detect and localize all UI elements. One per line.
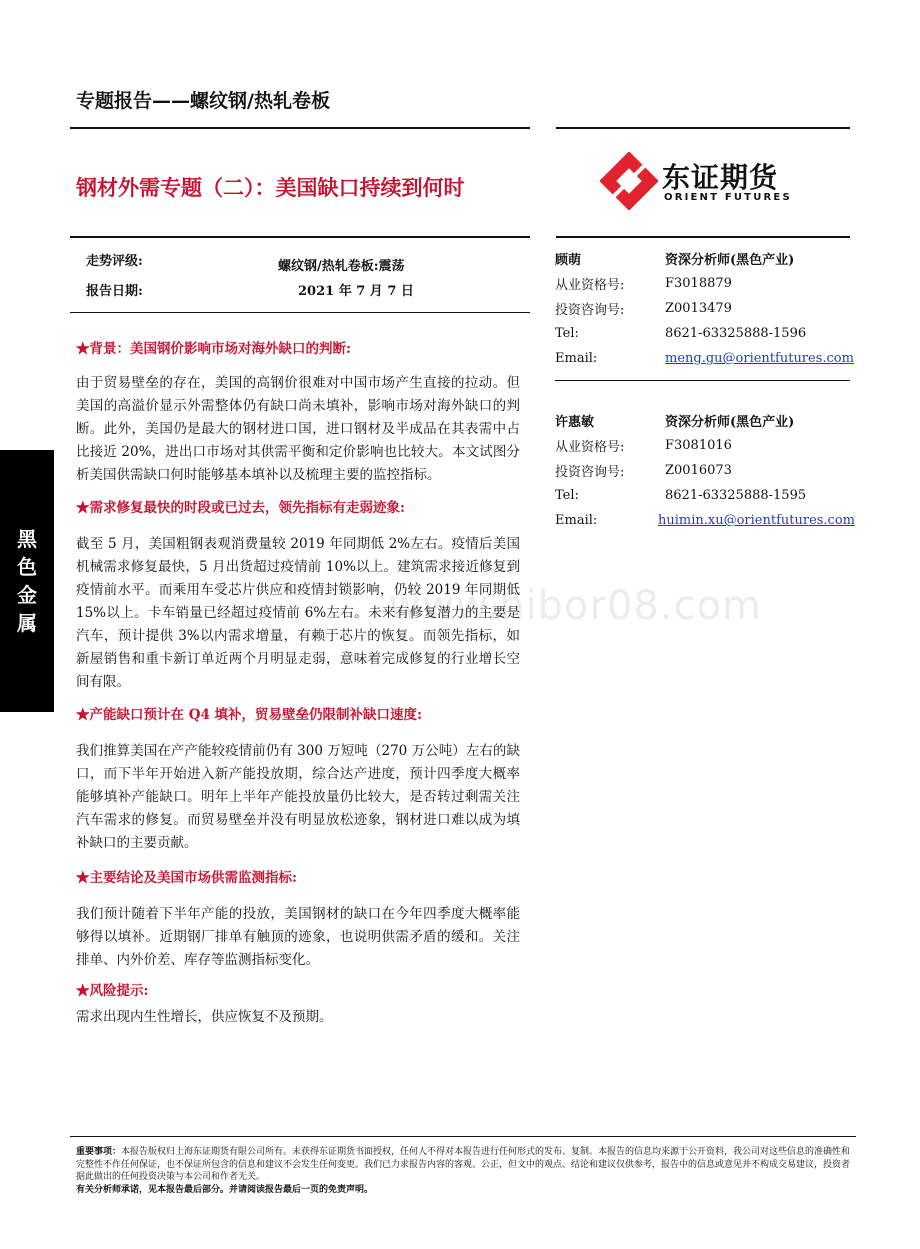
section-heading: ★主要结论及美国市场供需监测指标:: [76, 870, 297, 886]
rating-label: 走势评级:: [86, 254, 143, 269]
analyst-name: 许惠敏: [555, 415, 595, 430]
company-logo: [600, 150, 810, 212]
analyst-title: 资深分析师(黑色产业): [665, 415, 795, 430]
report-type: 专题报告——螺纹钢/热轧卷板: [76, 90, 330, 112]
qual-number: F3018879: [665, 276, 732, 291]
consult-number: Z0013479: [665, 301, 732, 316]
tel-number: 8621-63325888-1596: [665, 326, 807, 341]
analyst-name: 顾萌: [555, 253, 582, 268]
side-tab-char: 属: [17, 611, 37, 635]
tel-label: Tel:: [555, 326, 579, 341]
watermark: www.hibor08.com: [388, 583, 763, 629]
rating-value: 螺纹钢/热轧卷板:震荡: [278, 259, 405, 274]
email-label: Email:: [555, 351, 598, 366]
analyst-card: [555, 246, 855, 371]
logo-mark-icon: [600, 152, 658, 210]
category-side-tab: [0, 450, 54, 712]
logo-name-en: ORIENT FUTURES: [664, 192, 792, 203]
analyst-card: [555, 408, 855, 533]
consult-number: Z0016073: [665, 463, 732, 478]
disclaimer-text: 本报告版权归上海东证期货有限公司所有。未获得东证期货书面授权，任何人不得对本报告进行任何形式的发布、复制。本报告的信息均来源于公开资料，我公司对这些信息的准确性和完整性不作任何保证，也不保证所包含的信息和建议不会发生任何变更。我们已力求报告内容的客观、公正，但文中的观点、结论和建议仅供参考，报告中的信息或意见并不构成交易建议，投资者据此做出的任何投资决策与本公司和作者无关。: [76, 1147, 851, 1182]
disclaimer-label: 重要事项：: [76, 1147, 122, 1157]
header-rule-left: [70, 127, 530, 129]
side-tab-char: 黑: [17, 527, 37, 551]
section-heading: ★产能缺口预计在 Q4 填补，贸易壁垒仍限制补缺口速度:: [76, 707, 423, 723]
footer-rule: [70, 1136, 856, 1137]
meta-rule-left: [70, 236, 530, 238]
qual-number: F3081016: [665, 438, 732, 453]
section-body: 我们预计随着下半年产能的投放，美国钢材的缺口在今年四季度大概率能够得以填补。近期钢厂排单有触顶的迹象，也说明供需矛盾的缓和。关注排单、内外价差、库存等监测指标变化。: [76, 906, 520, 968]
section-body: 由于贸易壁垒的存在，美国的高钢价很难对中国市场产生直接的拉动。但美国的高溢价显示外需整体仍有缺口尚未填补，影响市场对海外缺口的判断。此外，美国仍是最大的钢材进口国，进口钢材及半成品在其表需中占比接近 20%，进出口市场对其供需平衡和定价影响也比较大。本文试图分析美国供需缺口何时能够基本填补以及梳理主要的监控指标。: [76, 375, 520, 483]
report-title: 钢材外需专题（二）：美国缺口持续到何时: [76, 176, 465, 200]
summary-column: [76, 338, 520, 1029]
disclaimer-footer: 有关分析师承诺，见本报告最后部分。并请阅读报告最后一页的免责声明。: [76, 1184, 374, 1195]
header-rule-right: [556, 127, 850, 129]
email-label: Email:: [555, 513, 598, 528]
section-body: 截至 5 月，美国粗钢表观消费量较 2019 年同期低 2%左右。疫情后美国机械需求修复最快，5 月出货超过疫情前 10%以上。建筑需求接近修复到疫情前水平。而乘用车受芯片供应和疫情封锁影响，仍较 2019 年同期低 15%以上。卡车销量已经超过疫情前 6%左右。未来有修复潜力的主要是汽车，预计提供 3%以内需求增量，有赖于芯片的恢复。而领先指标，如新屋销售和重卡新订单近两个月明显走弱，意味着完成修复的行业增长空间有限。: [76, 536, 520, 690]
qual-label: 从业资格号:: [555, 278, 625, 293]
tel-label: Tel:: [555, 488, 579, 503]
consult-label: 投资咨询号:: [555, 303, 625, 318]
date-label: 报告日期:: [86, 284, 143, 299]
section-body: 需求出现内生性增长，供应恢复不及预期。: [76, 1009, 333, 1025]
section-heading: ★背景：美国钢价影响市场对海外缺口的判断:: [76, 341, 351, 357]
disclaimer: [76, 1146, 856, 1196]
analyst-title: 资深分析师(黑色产业): [665, 253, 795, 268]
email-link[interactable]: meng.gu@orientfutures.com: [665, 351, 854, 366]
side-tab-char: 金: [17, 583, 37, 607]
email-link[interactable]: huimin.xu@orientfutures.com: [657, 513, 855, 528]
meta-rule-right: [556, 236, 850, 238]
tel-number: 8621-63325888-1595: [665, 488, 807, 503]
side-tab-char: 色: [17, 555, 37, 579]
meta-divider: [70, 312, 530, 313]
consult-label: 投资咨询号:: [555, 465, 625, 480]
date-value: 2021 年 7 月 7 日: [298, 284, 414, 299]
section-body: 我们推算美国在产产能较疫情前仍有 300 万短吨（270 万公吨）左右的缺口，而下半年开始进入新产能投放期，综合达产进度，预计四季度大概率能够填补产能缺口。明年上半年产能投放量仍比较大，是否转过剩需关注汽车需求的修复。而贸易壁垒并没有明显放松迹象，钢材进口难以成为填补缺口的主要贡献。: [76, 743, 520, 851]
logo-name-cn: 东证期货: [662, 161, 779, 194]
analyst-divider: [555, 380, 850, 381]
qual-label: 从业资格号:: [555, 440, 625, 455]
section-heading: ★风险提示:: [76, 983, 149, 999]
section-heading: ★需求修复最快的时段或已过去，领先指标有走弱迹象:: [76, 500, 405, 516]
